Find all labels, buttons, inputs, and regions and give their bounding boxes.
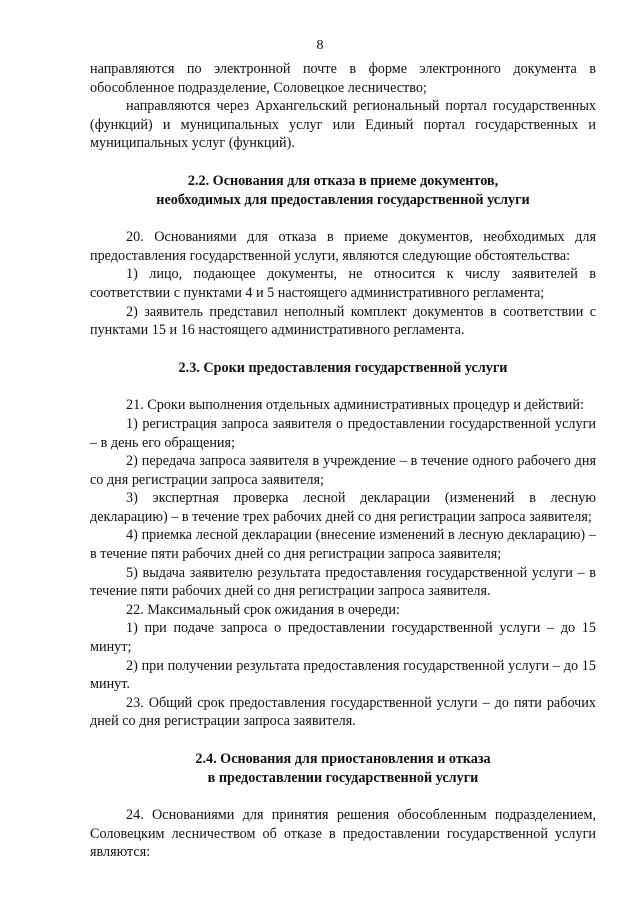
paragraph: 1) при подаче запроса о предоставлении государственной услуги – до 15 минут; <box>90 620 596 656</box>
paragraph: 1) регистрация запроса заявителя о предоставлении государственной услуги – в день его обращения; <box>90 415 596 451</box>
paragraph: 5) выдача заявителю результата предоставления государственной услуги – в течение пяти рабочих дней со дня регистрации запроса заявителя. <box>90 564 596 600</box>
paragraph: 2) при получении результата предоставления государственной услуги – до 15 минут. <box>90 657 596 693</box>
paragraph: 24. Основаниями для принятия решения обособленным подразделением, Соловецким лесничеством об отказе в предоставлении государственной услуги являются: <box>90 807 596 861</box>
paragraph: 22. Максимальный срок ожидания в очереди: <box>126 601 400 618</box>
page-number: 8 <box>316 38 324 53</box>
paragraph: 21. Сроки выполнения отдельных административных процедур и действий: <box>126 397 584 414</box>
paragraph: 23. Общий срок предоставления государственной услуги – до пяти рабочих дней со дня регистрации запроса заявителя. <box>90 694 596 730</box>
section-heading-line: 2.2. Основания для отказа в приеме документов, <box>187 172 499 189</box>
section-heading-line: в предоставлении государственной услуги <box>207 769 479 786</box>
paragraph: направляются через Архангельский региональный портал государственных (функций) и муниципальных услуг или Единый портал государственных и муниципальных услуг (функций). <box>90 98 596 152</box>
section-heading <box>90 172 596 209</box>
document-body <box>90 60 596 862</box>
section-heading <box>90 359 596 378</box>
section-heading <box>90 750 596 787</box>
paragraph: 3) экспертная проверка лесной декларации (изменений в лесную декларацию) – в течение трех рабочих дней со дня регистрации запроса заявителя; <box>90 490 596 525</box>
paragraph: 2) заявитель представил неполный комплект документов в соответствии с пунктами 15 и 16 настоящего административного регламента. <box>90 303 596 339</box>
paragraph: 20. Основаниями для отказа в приеме документов, необходимых для предоставления государственной услуги, являются следующие обстоятельства: <box>90 229 596 264</box>
paragraph: 4) приемка лесной декларации (внесение изменений в лесную декларацию) – в течение пяти рабочих дней со дня регистрации запроса заявителя; <box>90 527 596 563</box>
section-heading-line: 2.4. Основания для приостановления и отказа <box>195 751 491 767</box>
paragraph: направляются по электронной почте в форме электронного документа в обособленное подразделение, Соловецкое лесничество; <box>90 61 596 96</box>
section-heading-line: необходимых для предоставления государственной услуги <box>156 191 530 208</box>
paragraph: 1) лицо, подающее документы, не относится к числу заявителей в соответствии с пунктами 4 и 5 настоящего административного регламента; <box>90 266 596 301</box>
paragraph: 2) передача запроса заявителя в учреждение – в течение одного рабочего дня со дня регистрации запроса заявителя; <box>90 453 596 488</box>
section-heading-line: 2.3. Сроки предоставления государственной услуги <box>178 359 508 376</box>
